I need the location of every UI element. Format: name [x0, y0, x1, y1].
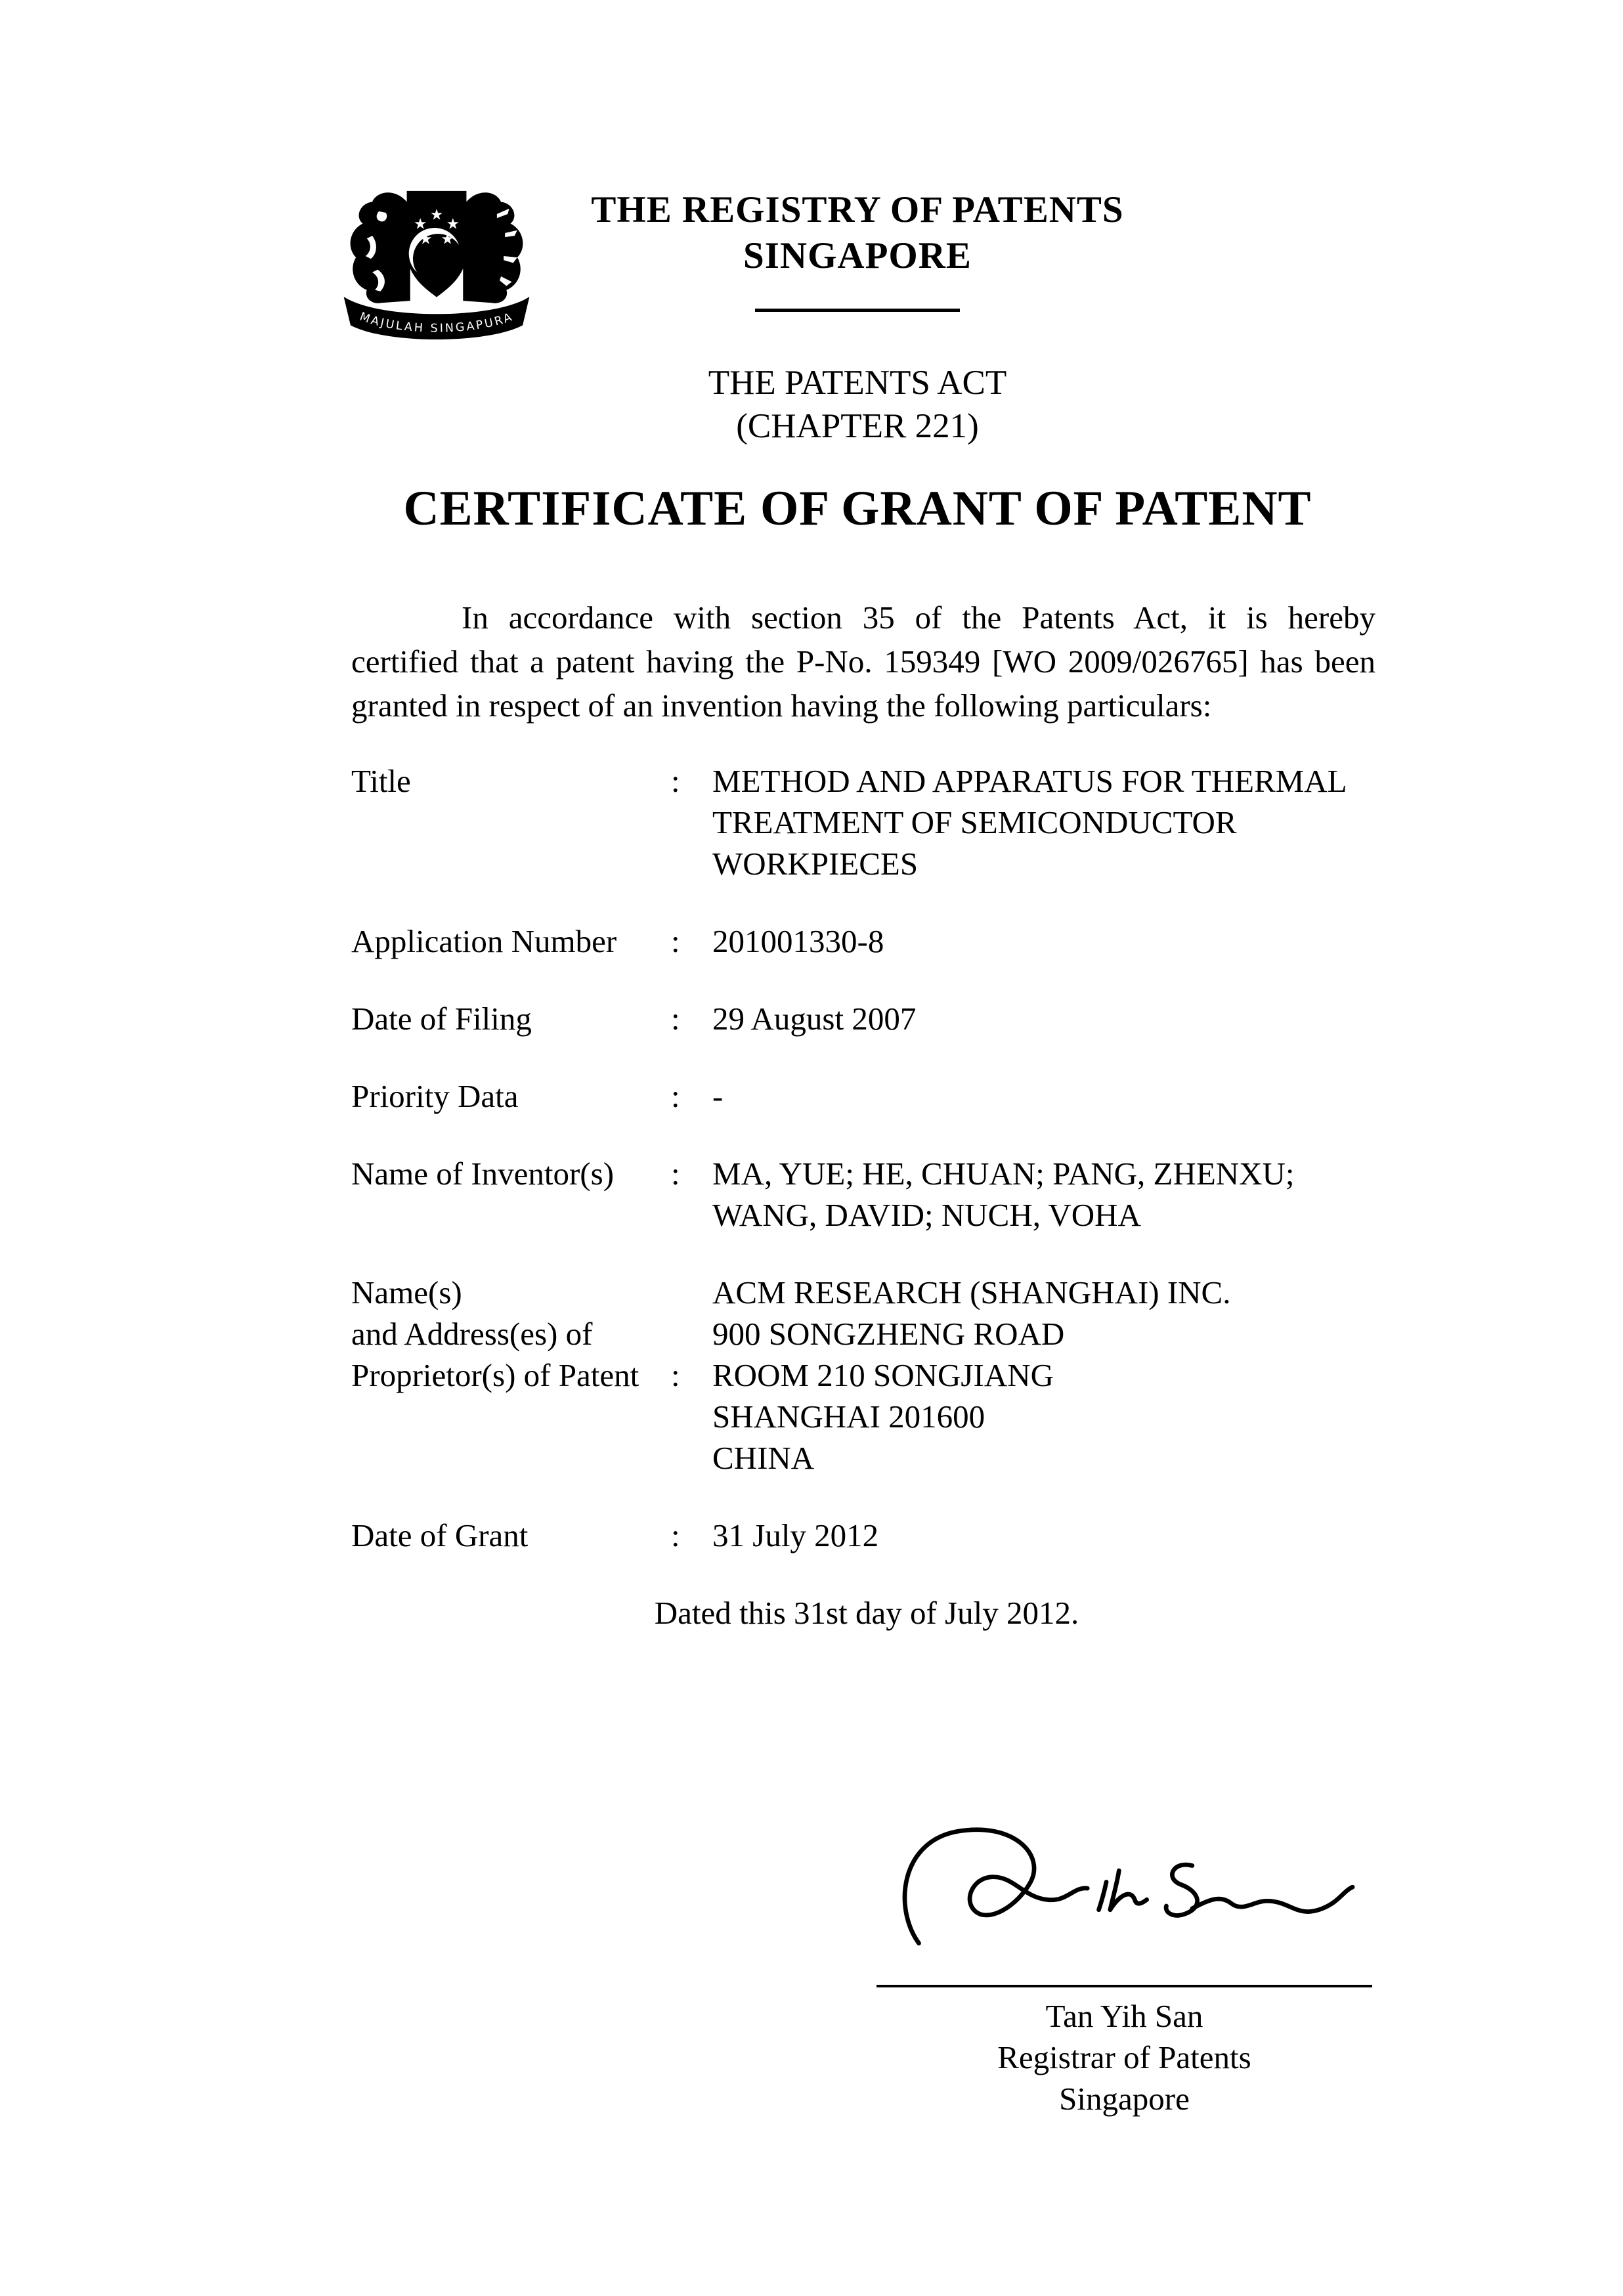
field-label: Priority Data [351, 1078, 519, 1114]
act-heading [92, 361, 1623, 448]
dated-line: Dated this 31st day of July 2012. [654, 1595, 1079, 1631]
field-label: Date of Grant [351, 1517, 529, 1553]
svg-text:★: ★ [414, 215, 427, 233]
svg-text:★: ★ [429, 206, 444, 224]
crest-motto: MAJULAH SINGAPURA [358, 310, 515, 336]
field-value: METHOD AND APPARATUS FOR THERMAL TREATMENT OF SEMICONDUCTOR WORKPIECES [712, 763, 1347, 882]
act-line1: THE PATENTS ACT [708, 364, 1007, 402]
field-value: 201001330-8 [712, 923, 884, 959]
row-date-of-grant [351, 1515, 1382, 1556]
signature-block [876, 1808, 1372, 2119]
intro-line: certified that a patent having the P-No. 159349 [WO 2009/026765] has been [351, 643, 1375, 680]
signature-handwriting [880, 1808, 1368, 1972]
particulars-table [351, 760, 1382, 1556]
registry-line2: SINGAPORE [743, 235, 972, 276]
field-value: 29 August 2007 [712, 1001, 917, 1037]
field-value: ACM RESEARCH (SHANGHAI) INC. 900 SONGZHENG ROAD ROOM 210 SONGJIANG SHANGHAI 201600 CHINA [712, 1274, 1231, 1476]
document-body [92, 0, 1623, 2119]
field-colon: : [671, 763, 680, 799]
row-title [351, 760, 1382, 884]
certificate-title: CERTIFICATE OF GRANT OF PATENT [403, 481, 1312, 536]
row-inventors [351, 1153, 1382, 1236]
signatory-details [876, 1987, 1372, 2119]
act-line2: (CHAPTER 221) [736, 407, 979, 445]
field-label: Name of Inventor(s) [351, 1156, 615, 1192]
field-colon: : [671, 923, 680, 959]
field-colon: : [671, 1517, 680, 1553]
row-priority-data [351, 1075, 1382, 1117]
svg-text:★: ★ [419, 230, 433, 248]
signatory-title: Registrar of Patents [997, 2039, 1251, 2075]
row-application-number [351, 921, 1382, 962]
field-value: MA, YUE; HE, CHUAN; PANG, ZHENXU; WANG, DAVID; NUCH, VOHA [712, 1156, 1295, 1233]
singapore-coat-of-arms-icon [332, 156, 542, 355]
svg-text:★: ★ [446, 215, 460, 233]
field-value: 31 July 2012 [712, 1517, 879, 1553]
field-label: Title [351, 763, 411, 799]
field-colon: : [671, 1156, 680, 1192]
intro-paragraph [351, 596, 1375, 727]
svg-text:★: ★ [441, 230, 454, 248]
signatory-name: Tan Yih San [1045, 1998, 1203, 2034]
field-colon: : [671, 1078, 680, 1114]
row-proprietor [351, 1272, 1382, 1479]
row-date-of-filing [351, 998, 1382, 1039]
header-divider [755, 309, 960, 312]
intro-line: granted in respect of an invention having the following particulars: [351, 687, 1212, 724]
field-value: - [712, 1078, 724, 1114]
field-label: Date of Filing [351, 1001, 532, 1037]
intro-line: In accordance with section 35 of the Patents Act, it is hereby [462, 599, 1375, 636]
field-label: Name(s) and Address(es) of Proprietor(s) of Patent [351, 1274, 639, 1393]
field-label: Application Number [351, 923, 617, 959]
registry-name [92, 187, 1623, 279]
signatory-place: Singapore [1059, 2081, 1190, 2117]
tiger-supporter-icon [463, 192, 523, 303]
registry-line1: THE REGISTRY OF PATENTS [591, 189, 1124, 230]
field-colon: : [671, 1357, 680, 1393]
field-colon: : [671, 1001, 680, 1037]
